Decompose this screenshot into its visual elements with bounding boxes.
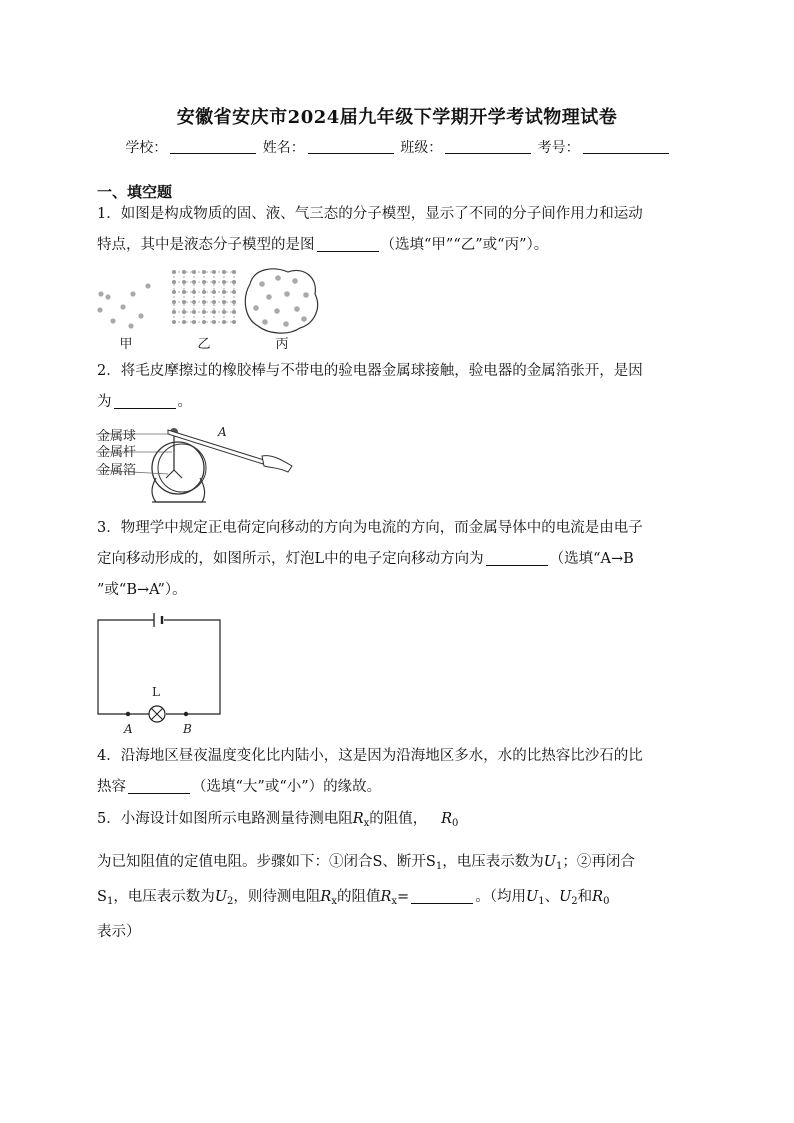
q4-line1: 4．沿海地区昼夜温度变化比内陆小，这是因为沿海地区多水，水的比热容比沙石的比 <box>97 748 643 764</box>
lattice-model-yi <box>174 272 234 322</box>
circuit-wire-left <box>98 620 154 714</box>
question-5 <box>97 804 697 948</box>
q5-line1: 5．小海设计如图所示电路测量待测电阻$R_x$的阻值， $R_0$ <box>97 811 459 829</box>
q4-text-b: （选填“大”或“小”）的缘故。 <box>192 779 382 795</box>
molecule-models-figure <box>92 264 322 354</box>
label-yi: 乙 <box>197 337 211 352</box>
liquid-blob-dots <box>253 275 309 327</box>
rubber-rod <box>168 430 264 464</box>
number-blank[interactable] <box>583 141 669 154</box>
q2-text-b: 。 <box>177 394 192 410</box>
name-blank[interactable] <box>308 141 394 154</box>
metal-foil <box>166 470 182 478</box>
q5-answer-blank[interactable] <box>411 889 473 904</box>
electroscope-stand <box>152 478 205 502</box>
q2-line2 <box>97 387 697 418</box>
q3-line3: ”或“B→A”）。 <box>97 582 187 598</box>
label-bing: 丙 <box>275 337 289 352</box>
class-field[interactable] <box>400 137 531 157</box>
electroscope-jar <box>152 442 204 494</box>
q3-line2 <box>97 544 697 575</box>
point-b-dot <box>184 712 188 716</box>
label-lamp-l: L <box>152 685 160 699</box>
electroscope-figure <box>96 420 301 510</box>
label-point-a: A <box>124 722 133 736</box>
label-metal-ball: 金属球 <box>97 429 137 444</box>
q1-line2 <box>97 230 697 261</box>
electroscope-jar-inner <box>158 444 206 492</box>
liquid-blob-outline-bing <box>245 269 317 333</box>
number-label: 考号： <box>537 140 580 156</box>
section-heading: 一、填空题 <box>97 183 173 201</box>
q5-line2: 为已知阻值的定值电阻。步骤如下：①闭合S、断开$S_1$，电压表示数为$U_1$；②再闭合 <box>97 854 635 872</box>
hand-icon <box>262 456 292 472</box>
q1-text-b: （选填“甲”“乙”或“丙”）。 <box>380 237 549 253</box>
q5-line4: 表示） <box>97 924 141 940</box>
q4-text-a: 热容 <box>97 779 126 795</box>
label-metal-foil: 金属箔 <box>97 463 137 478</box>
circuit-wire-right <box>164 620 220 714</box>
q1-answer-blank[interactable] <box>317 237 379 252</box>
q2-answer-blank[interactable] <box>114 394 176 409</box>
q3-line1: 3．物理学中规定正电荷定向移动的方向为电流的方向，而金属导体中的电流是由电子 <box>97 520 643 536</box>
school-blank[interactable] <box>170 141 256 154</box>
class-label: 班级： <box>400 140 443 156</box>
q3-answer-blank[interactable] <box>486 551 548 566</box>
number-field[interactable] <box>538 137 669 157</box>
q2-line1: 2．将毛皮摩擦过的橡胶棒与不带电的验电器金属球接触，验电器的金属箔张开，是因 <box>97 363 643 379</box>
solid-gas-model-jia <box>97 283 150 328</box>
question-2 <box>97 356 697 418</box>
school-label: 学校： <box>125 140 168 156</box>
q1-line1: 1．如图是构成物质的固、液、气三态的分子模型，显示了不同的分子间作用力和运动 <box>97 206 643 222</box>
question-1 <box>97 199 697 261</box>
question-3 <box>97 513 697 606</box>
name-field[interactable] <box>263 137 394 157</box>
q4-answer-blank[interactable] <box>128 779 190 794</box>
name-label: 姓名： <box>262 140 305 156</box>
point-a-dot <box>126 712 130 716</box>
page-title: 安徽省安庆市2024届九年级下学期开学考试物理试卷 <box>176 107 618 128</box>
q1-text-a: 特点，其中是液态分子模型的是图 <box>97 237 315 253</box>
label-point-b: B <box>183 722 192 736</box>
question-4 <box>97 741 697 803</box>
q4-line2 <box>97 772 697 803</box>
q2-text-a: 为 <box>97 394 112 410</box>
student-info-row <box>0 137 794 157</box>
label-a: A <box>218 425 227 439</box>
class-blank[interactable] <box>445 141 531 154</box>
q5-line3: $S_1$，电压表示数为$U_2$，则待测电阻$R_x$的阻值$R_x=$ 。（均用$U_1$、$U_2$和$R_0$ <box>97 889 610 907</box>
circuit-figure <box>94 610 226 738</box>
label-jia: 甲 <box>119 337 133 352</box>
label-metal-rod: 金属杆 <box>97 445 137 460</box>
q3-text-a: 定向移动形成的，如图所示，灯泡L中的电子定向移动方向为 <box>97 551 484 567</box>
q3-text-b: （选填“A→B <box>549 551 634 567</box>
school-field[interactable] <box>125 137 256 157</box>
